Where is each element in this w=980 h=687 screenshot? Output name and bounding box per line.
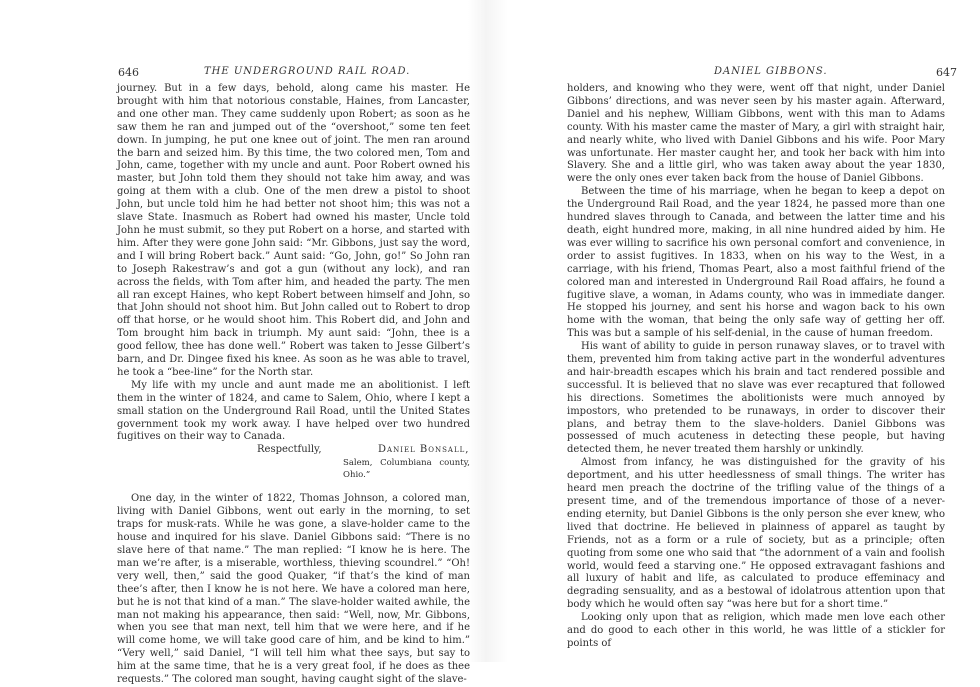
paragraph: Between the time of his marriage, when he began to keep a depot on the Underground Rail Road, and the year 1824, he passed more than one hundred slaves through to Canada, and between the latter time and his death, eight hundred more, making, in all nine hundred aided by him. He was ever willing to sacrifice his own personal comfort and convenience, in order to assist fugitives. In 1833, when on his way to the West, in a carriage, with his friend, Thomas Peart, also a most faithful friend of the colored man and interested in Underground Rail Road affairs, he found a fugitive slave, a woman, in Adams county, who was in immediate danger. He stopped his journey, and sent his horse and wagon back to his own home with the woman, that being the only safe way of getting her off. This was but a sample of his self-denial, in the cause of human freedom. <box>567 186 946 340</box>
right-page <box>490 0 980 662</box>
paragraph: Looking only upon that as religion, which made men love each other and do good to each other in this world, he was little of a stickler for points of <box>567 612 945 649</box>
left-page <box>0 0 490 686</box>
paragraph: My life with my uncle and aunt made me an abolitionist. I left them in the winter of 1824, and came to Salem, Ohio, where I kept a small station on the Underground Rail Road, until the United States government took my work away. I have helped over two hundred fugitives on their way to Canada. <box>117 379 470 443</box>
page-number: 647 <box>936 66 957 79</box>
paragraph: Almost from infancy, he was distinguished for the gravity of his deportment, and his utter heedlessness of small things. The writer has heard men preach the doctrine of the trifling value of the things of a present time, and of the tremendous importance of those of a never-ending eternity, but Daniel Gibbons is the only person she ever knew, who lived that doctrine. He believed in plainness of apparel as taught by Friends, not as a form or a rule of society, but as a principle; often quoting from some one who said that “the adornment of a vain and foolish world, would feed a starving one.” He opposed extravagant fashions and all luxury of habit and life, as calculated to produce effeminacy and degrading sensuality, and as a bestowal of idolatrous attention upon that body which he would often say “was here but for a short time.” <box>567 457 945 611</box>
signature-place: Salem, Columbiana county, Ohio.” <box>343 458 470 481</box>
running-head: DANIEL GIBBONS. <box>714 66 828 77</box>
running-head: THE UNDERGROUND RAIL ROAD. <box>204 66 411 77</box>
paragraph: His want of ability to guide in person runaway slaves, or to travel with them, prevented him from taking active part in the wonderful adventures and hair-breadth escapes which his brain and tact rendered possible and successful. It is believed that no slave was ever recaptured that followed his directions. Sometimes the abolitionists were much annoyed by impostors, who pretended to be runaways, in order to discover their plans, and betray them to the slave-holders. Daniel Gibbons was possessed of much acuteness in detecting these people, but having detected them, he never treated them harshly or unkindly. <box>567 341 945 456</box>
left-page-body <box>117 83 470 687</box>
section-gap <box>117 481 470 493</box>
paragraph: journey. But in a few days, behold, along came his master. He brought with him that notorious constable, Haines, from Lancaster, and one other man. They came suddenly upon Robert; as soon as he saw them he ran and jumped out of the “overshoot,” some ten feet down. In jumping, he put one knee out of joint. The men ran around the barn and seized him. By this time, the two colored men, Tom and John, came, together with my uncle and aunt. Poor Robert owned his master, but John told them they should not take him away, and was going at them with a club. One of the men drew a pistol to shoot John, but uncle told him he had better not shoot him; this was not a slave State. Inasmuch as Robert had owned his master, Uncle told John he must submit, so they put Robert on a horse, and started with him. After they were gone John said: “Mr. Gibbons, just say the word, and I will bring Robert back.” Aunt said: “Go, John, go!” So John ran to Joseph Rakestraw’s and got a gun (without any lock), and ran across the fields, with Tom after him, and headed the party. The men all ran except Haines, who kept Robert between himself and John, so that John should not shoot him. But John called out to Robert to drop off that horse, or he would shoot him. This Robert did, and John and Tom brought him back in triumph. My aunt said: “John, thee is a good fellow, thee has done well.” Robert was taken to Jesse Gilbert’s barn, and Dr. Dingee fixed his knee. As soon as he was able to travel, he took a “bee-line” for the North star. <box>117 83 470 378</box>
page-number: 646 <box>118 66 139 79</box>
signature: Daniel Bonsall, <box>378 444 470 456</box>
right-page-body <box>567 83 945 651</box>
paragraph: holders, and knowing who they were, went off that night, under Daniel Gibbons’ directions, and was never seen by his master again. Afterward, Daniel and his nephew, William Gibbons, went with this man to Adams county. With his master came the master of Mary, a girl with straight hair, and nearly white, who lived with Daniel Gibbons and his wife. Poor Mary was unfortunate. Her master caught her, and took her back with him into Slavery. She and a little girl, who was taken away about the year 1830, were the only ones ever taken back from the house of Daniel Gibbons. <box>567 83 945 185</box>
paragraph: One day, in the winter of 1822, Thomas Johnson, a colored man, living with Daniel Gibbons, went out early in the morning, to set traps for musk-rats. While he was gone, a slave-holder came to the house and inquired for his slave. Daniel Gibbons said: “There is no slave here of that name.” The man replied: “I know he is here. The man we’re after, is a miserable, worthless, thieving scoundrel.” “Oh! very well, then,” said the good Quaker, “if that’s the kind of man thee’s after, then I know he is not here. We have a colored man here, but he is not that kind of a man.” The slave-holder waited awhile, the man not making his appearance, then said: “Well, now, Mr. Gibbons, when you see that man next, tell him that we were here, and if he will come home, we will take good care of him, and be kind to him.” “Very well,” said Daniel, “I will tell him what thee says, but say to him at the same time, that he is a very great fool, if he does as thee requests.” The colored man sought, having caught sight of the slave- <box>117 493 470 686</box>
closing: Respectfully, <box>257 444 322 456</box>
signature-line <box>117 444 470 457</box>
